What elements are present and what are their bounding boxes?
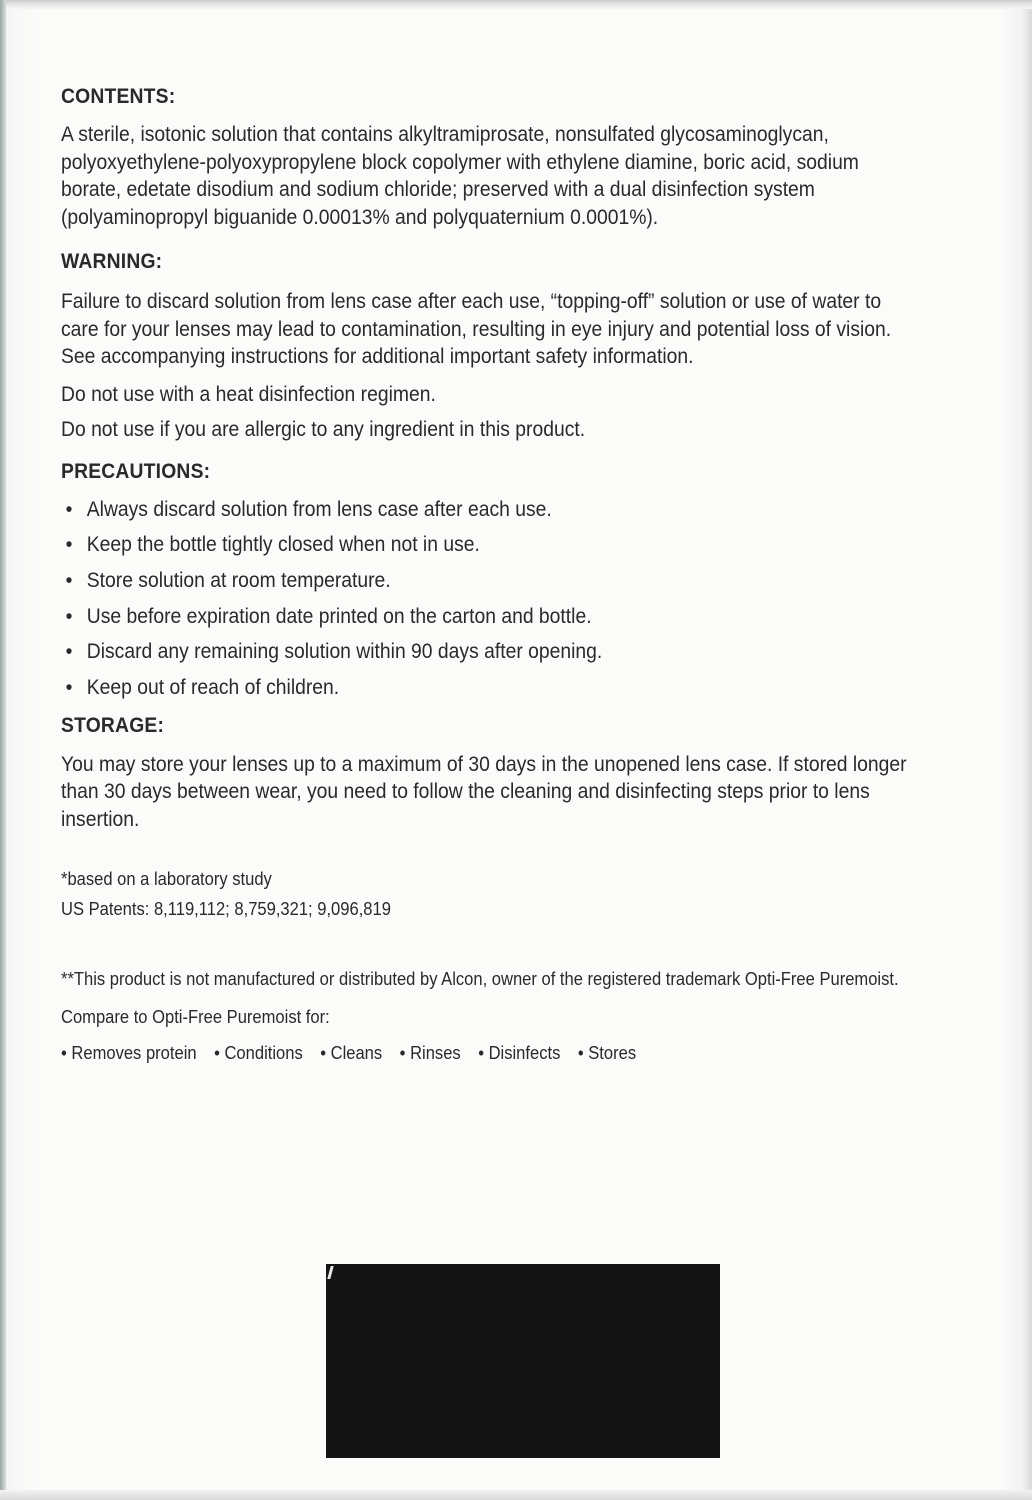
warning-line: Failure to discard solution from lens case after each use, “topping-off” solution or use of water to [61, 290, 882, 313]
contents-line: borate, edetate disodium and sodium chloride; preserved with a dual disinfection system [61, 178, 815, 201]
warning-heading: WARNING: [61, 250, 163, 273]
warning-line: See accompanying instructions for additional important safety information. [61, 345, 694, 368]
feature-list [61, 1038, 930, 1068]
contents-text [61, 121, 930, 231]
precaution-item: • Always discard solution from lens case after each use. [61, 492, 930, 528]
patents-footnote: US Patents: 8,119,112; 8,759,321; 9,096,819 [61, 899, 391, 920]
corner-mark [327, 1266, 333, 1279]
compare-line: Compare to Opti-Free Puremoist for: [61, 1007, 330, 1028]
storage-heading: STORAGE: [61, 713, 165, 737]
contents-heading: CONTENTS: [61, 85, 176, 108]
carton-bottom-edge [0, 1490, 1032, 1500]
contents-line: polyoxyethylene-polyoxypropylene block copolymer with ethylene diamine, boric acid, sodium [61, 150, 859, 174]
feature-item: • Conditions [214, 1043, 303, 1064]
precautions-list [61, 492, 930, 706]
feature-item: • Removes protein [61, 1043, 197, 1064]
contents-line: (polyaminopropyl biguanide 0.00013% and polyquaternium 0.0001%). [61, 205, 659, 229]
carton-left-edge [0, 0, 6, 1500]
carton-top-edge [0, 0, 1032, 9]
warning-heat-note: Do not use with a heat disinfection regimen. [61, 382, 436, 406]
study-footnote: *based on a laboratory study [61, 869, 272, 890]
precaution-item: • Discard any remaining solution within 90 days after opening. [61, 634, 930, 670]
warning-allergy-note: Do not use if you are allergic to any ingredient in this product. [61, 418, 586, 441]
storage-text [61, 751, 930, 834]
precaution-item: • Use before expiration date printed on the carton and bottle. [61, 599, 930, 635]
storage-line: insertion. [61, 807, 140, 831]
redacted-label-block [326, 1264, 720, 1458]
contents-line: A sterile, isotonic solution that contains alkyltramiprosate, nonsulfated glycosaminoglycan, [61, 123, 829, 146]
label-text-block [61, 80, 930, 1068]
feature-item: • Stores [577, 1043, 637, 1064]
warning-line: care for your lenses may lead to contamination, resulting in eye injury and potential loss of vision. [61, 317, 892, 341]
precaution-item: • Store solution at room temperature. [61, 563, 930, 599]
precaution-item: • Keep the bottle tightly closed when not in use. [61, 527, 930, 563]
precautions-heading: PRECAUTIONS: [61, 459, 211, 483]
feature-item: • Rinses [399, 1043, 461, 1064]
warning-text [61, 288, 930, 371]
precaution-item: • Keep out of reach of children. [61, 670, 930, 706]
feature-item: • Disinfects [478, 1043, 561, 1064]
feature-item: • Cleans [320, 1043, 383, 1064]
trademark-disclaimer: **This product is not manufactured or distributed by Alcon, owner of the registered trademark Opti-Free Puremoist. [61, 969, 899, 990]
storage-line: You may store your lenses up to a maximum of 30 days in the unopened lens case. If stored longer [61, 752, 907, 776]
storage-line: than 30 days between wear, you need to follow the cleaning and disinfecting steps prior to lens [61, 780, 870, 804]
